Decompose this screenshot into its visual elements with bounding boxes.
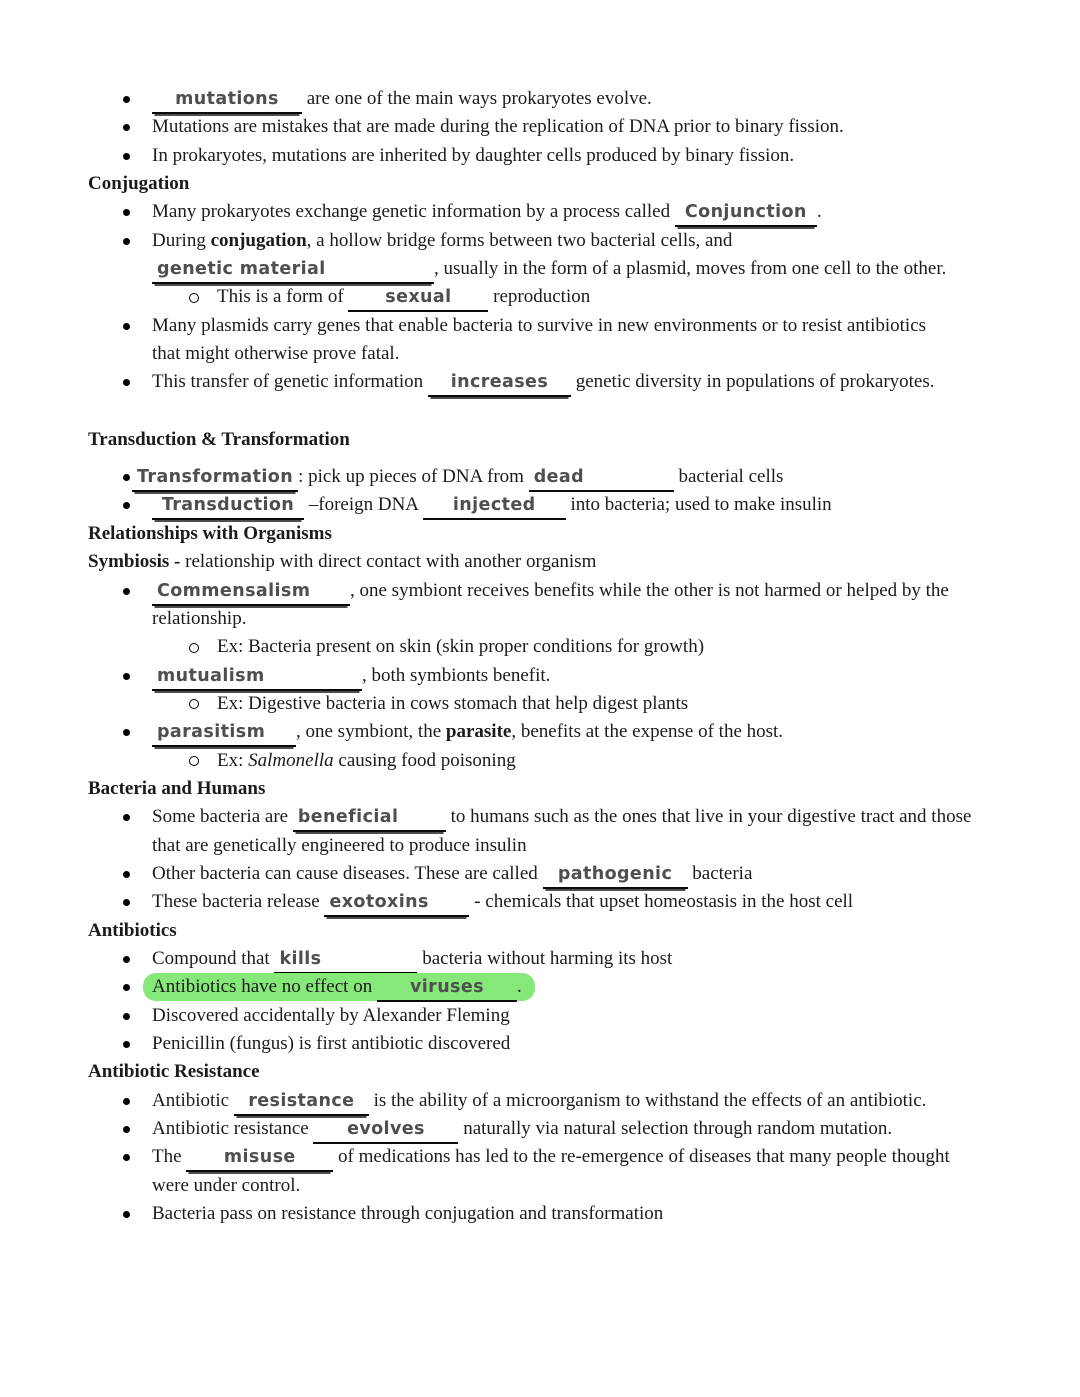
text-segment: Mutations are mistakes that are made during the replication of DNA prior to binary fission. <box>152 116 844 138</box>
handwritten-blank-answer: resistance <box>234 1088 369 1116</box>
section-heading <box>88 170 1044 198</box>
text-segment: Many prokaryotes exchange genetic information by a process called <box>152 201 675 223</box>
text-segment: to humans such as the ones that live in your digestive tract and those <box>445 806 972 828</box>
text-segment: , one symbiont receives benefits while the other is not harmed or helped by the <box>350 579 949 601</box>
bullet-circle-icon <box>189 756 199 766</box>
text-segment: Penicillin (fungus) is first antibiotic discovered <box>152 1033 511 1054</box>
bullet-dot-icon <box>123 871 130 878</box>
bullet-dot-icon <box>123 502 130 509</box>
bullet-item <box>88 803 1044 831</box>
bullet-dot-icon <box>123 729 130 736</box>
bullet-item <box>88 85 1044 113</box>
sub-bullet-item <box>88 283 1044 311</box>
text-segment: Antibiotics have no effect on <box>152 976 377 998</box>
text-segment: , benefits at the expense of the host. <box>511 721 784 743</box>
handwritten-blank-answer: Transformation <box>132 464 298 492</box>
spacer <box>88 397 1044 426</box>
text-segment: Discovered accidentally by Alexander Fleming <box>152 1004 510 1026</box>
text-segment: This is a form of <box>217 286 349 308</box>
text-segment: conjugation <box>210 229 307 251</box>
bullet-item <box>88 198 1044 226</box>
bullet-item <box>88 142 1044 170</box>
text-segment: During <box>152 229 211 251</box>
handwritten-blank-answer: beneficial <box>293 804 446 832</box>
text-segment: of medications has led to the re-emergence of diseases that many people thought <box>333 1146 950 1168</box>
text-segment: Bacteria and Humans <box>88 777 266 799</box>
text-segment: In prokaryotes, mutations are inherited by daughter cells produced by binary fission. <box>152 144 795 166</box>
bullet-dot-icon <box>123 1126 130 1133</box>
text-segment: , one symbiont, the <box>296 721 446 743</box>
bullet-dot-icon <box>123 1041 130 1048</box>
text-segment: Symbiosis - <box>88 551 186 573</box>
section-heading <box>88 520 1044 548</box>
text-segment: were under control. <box>152 1174 301 1196</box>
section-heading <box>88 426 1044 454</box>
handwritten-blank-answer: misuse <box>186 1144 333 1172</box>
text-segment: that are genetically engineered to produce insulin <box>152 834 527 856</box>
text-segment: Some bacteria are <box>152 806 293 828</box>
continuation-line <box>88 1172 1044 1200</box>
bullet-dot-icon <box>123 1154 130 1161</box>
handwritten-blank-answer: increases <box>428 369 571 397</box>
text-segment: , a hollow bridge forms between two bacterial cells, and <box>306 229 733 251</box>
bullet-dot-icon <box>123 1013 130 1020</box>
bullet-item <box>88 973 1044 1001</box>
continuation-line <box>88 605 1044 633</box>
bullet-dot-icon <box>123 96 130 103</box>
text-segment: Bacteria pass on resistance through conjugation and transformation <box>152 1203 664 1225</box>
bullet-dot-icon <box>123 1211 130 1218</box>
bullet-item <box>88 577 1044 605</box>
text-segment: . <box>816 201 822 223</box>
bullet-dot-icon <box>123 899 130 906</box>
handwritten-blank-answer: pathogenic <box>543 861 688 889</box>
bullet-item <box>88 1143 1044 1171</box>
bullet-dot-icon <box>123 153 130 160</box>
bullet-item <box>88 662 1044 690</box>
text-segment: Ex: <box>217 749 249 771</box>
document-body <box>88 85 1044 1228</box>
sub-bullet-item <box>88 747 1044 775</box>
bullet-item <box>88 888 1044 916</box>
text-segment: bacteria <box>687 862 753 884</box>
text-segment: Antibiotic resistance <box>152 1118 314 1140</box>
bullet-item <box>88 1030 1044 1058</box>
bullet-dot-icon <box>123 209 130 216</box>
bullet-circle-icon <box>189 293 199 303</box>
handwritten-blank-answer: exotoxins <box>324 889 469 917</box>
handwritten-blank-answer: dead <box>529 464 674 492</box>
text-segment: Compound that <box>152 947 275 969</box>
handwritten-blank-answer: viruses <box>377 974 517 1002</box>
handwritten-blank-answer: Transduction <box>152 492 304 520</box>
text-segment: Transduction & Transformation <box>88 428 350 450</box>
text-segment: , both symbionts benefit. <box>362 664 551 686</box>
text-segment: Relationships with Organisms <box>88 522 332 544</box>
bullet-dot-icon <box>123 1098 130 1105</box>
text-segment: causing food poisoning <box>333 749 516 771</box>
text-segment: relationship with direct contact with another organism <box>185 551 597 573</box>
text-segment: Many plasmids carry genes that enable bacteria to survive in new environments or to resist antibiotics <box>152 314 927 336</box>
text-segment: Salmonella <box>248 749 334 771</box>
text-segment: , usually in the form of a plasmid, moves from one cell to the other. <box>434 258 947 280</box>
bullet-item <box>88 945 1044 973</box>
bullet-dot-icon <box>123 984 130 991</box>
handwritten-blank-answer: mutualism <box>152 663 362 691</box>
section-heading <box>88 775 1044 803</box>
text-segment: Ex: Digestive bacteria in cows stomach that help digest plants <box>217 692 689 714</box>
handwritten-blank-answer: kills <box>274 946 417 974</box>
bullet-item <box>88 1087 1044 1115</box>
continuation-line <box>88 255 1044 283</box>
spacer <box>88 454 1044 463</box>
bullet-item <box>88 463 1044 491</box>
bullet-dot-icon <box>123 124 130 131</box>
text-segment: The <box>152 1146 187 1168</box>
text-segment: - chemicals that upset homeostasis in the host cell <box>469 891 854 913</box>
text-segment: : pick up pieces of DNA from <box>298 466 529 488</box>
text-segment: bacteria without harming its host <box>417 947 673 969</box>
bullet-circle-icon <box>189 699 199 709</box>
text-segment: genetic diversity in populations of prokaryotes. <box>570 371 935 393</box>
bullet-item <box>88 368 1044 396</box>
text-segment: reproduction <box>488 286 591 308</box>
bullet-dot-icon <box>123 673 130 680</box>
bullet-dot-icon <box>123 379 130 386</box>
bullet-item <box>88 1115 1044 1143</box>
handwritten-blank-answer: evolves <box>313 1116 458 1144</box>
handwritten-blank-answer: sexual <box>348 284 488 312</box>
text-segment: is the ability of a microorganism to withstand the effects of an antibiotic. <box>368 1089 927 1111</box>
section-heading <box>88 1058 1044 1086</box>
text-segment: Antibiotic <box>152 1089 234 1111</box>
section-heading <box>88 917 1044 945</box>
text-segment: This transfer of genetic information <box>152 371 428 393</box>
sub-bullet-item <box>88 690 1044 718</box>
bullet-dot-icon <box>123 323 130 330</box>
text-segment: into bacteria; used to make insulin <box>565 494 832 516</box>
text-segment: Antibiotics <box>88 919 177 941</box>
text-line <box>88 548 1044 576</box>
handwritten-blank-answer: parasitism <box>152 719 296 747</box>
text-segment: that might otherwise prove fatal. <box>152 343 400 365</box>
text-segment: relationship. <box>152 607 247 629</box>
handwritten-blank-answer: Conjunction <box>675 199 817 227</box>
green-highlight <box>143 973 535 1001</box>
text-segment: Antibiotic Resistance <box>88 1061 260 1083</box>
text-segment: . <box>516 976 522 998</box>
bullet-item <box>88 227 1044 255</box>
text-segment: Ex: Bacteria present on skin (skin proper conditions for growth) <box>217 636 705 658</box>
bullet-item <box>88 491 1044 519</box>
bullet-circle-icon <box>189 643 199 653</box>
bullet-dot-icon <box>123 814 130 821</box>
bullet-item <box>88 860 1044 888</box>
bullet-item <box>88 312 1044 340</box>
bullet-item <box>88 113 1044 141</box>
text-segment: are one of the main ways prokaryotes evolve. <box>302 88 652 109</box>
handwritten-blank-answer: Commensalism <box>152 578 350 606</box>
continuation-line <box>88 340 1044 368</box>
handwritten-blank-answer: genetic material <box>152 256 434 284</box>
bullet-item <box>88 1200 1044 1228</box>
bullet-item <box>88 718 1044 746</box>
text-segment: naturally via natural selection through random mutation. <box>458 1118 893 1140</box>
bullet-dot-icon <box>123 956 130 963</box>
bullet-dot-icon <box>123 474 130 481</box>
text-segment: Conjugation <box>88 173 190 195</box>
text-segment: bacterial cells <box>673 466 784 488</box>
text-segment: Other bacteria can cause diseases. These are called <box>152 862 543 884</box>
bullet-item <box>88 1002 1044 1030</box>
handwritten-blank-answer: injected <box>423 492 566 520</box>
handwritten-blank-answer: mutations <box>152 86 302 114</box>
text-segment: parasite <box>445 721 512 743</box>
bullet-dot-icon <box>123 588 130 595</box>
text-segment: –foreign DNA <box>304 494 423 516</box>
sub-bullet-item <box>88 633 1044 661</box>
bullet-dot-icon <box>123 238 130 245</box>
text-segment: These bacteria release <box>152 891 325 913</box>
continuation-line <box>88 832 1044 860</box>
